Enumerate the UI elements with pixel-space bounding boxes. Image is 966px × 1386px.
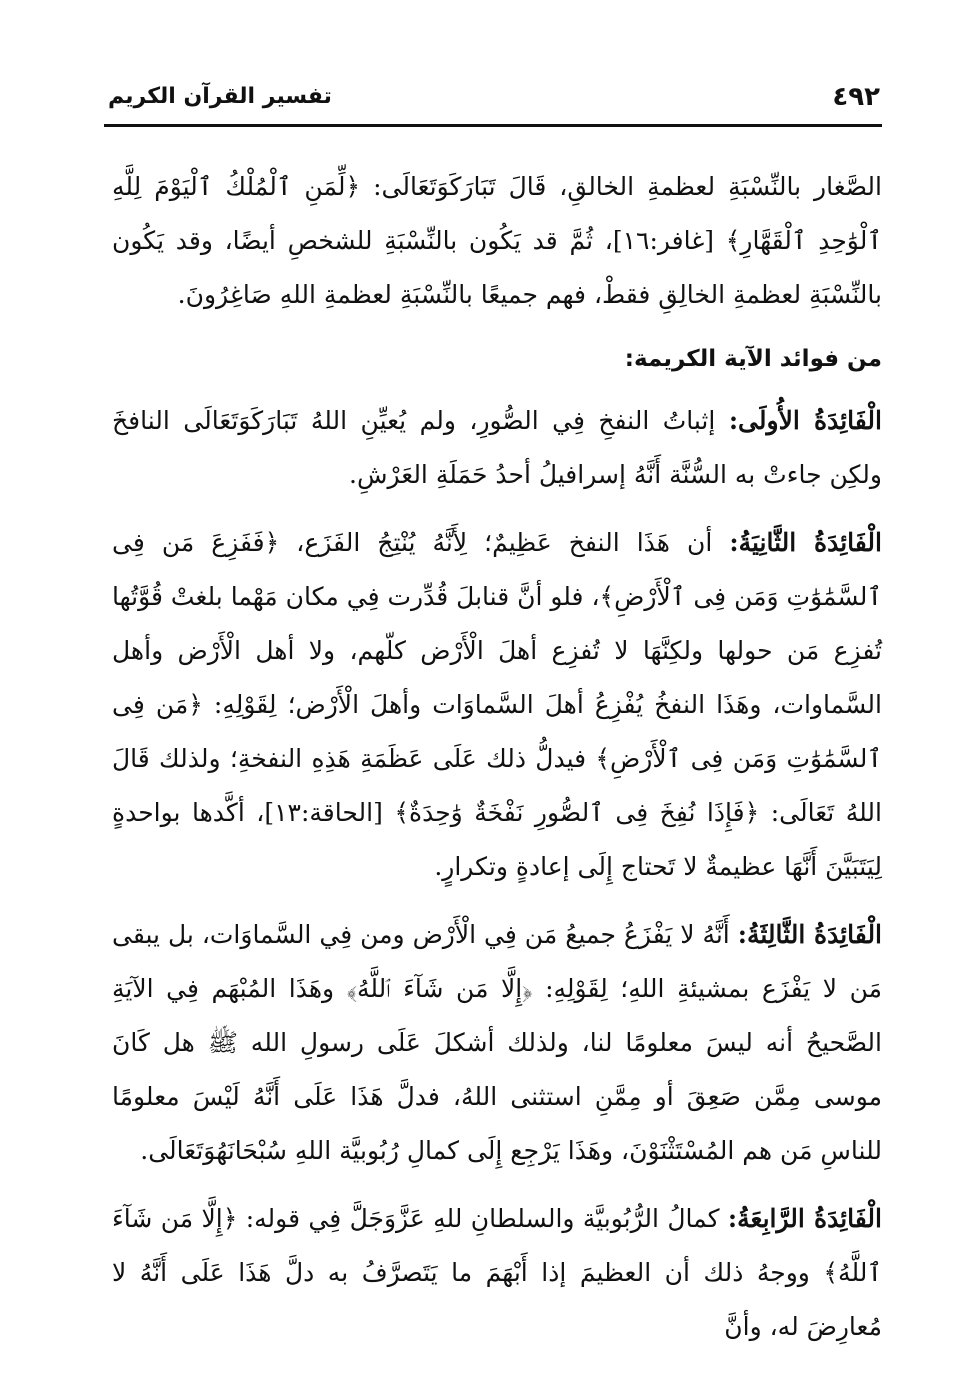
paragraph-intro: الصَّغار بالنِّسْبَةِ لعظمةِ الخالقِ، قَالَ تَبَارَكَوَتَعَالَى: ﴿لِّمَنِ ٱلْمُلْكُ ٱلْيَوْمَ لِلَّهِ ٱلْوَٰحِدِ ٱلْقَهَّارِ﴾ [غافر:١٦]، ثُمَّ قد يَكُون بالنِّسْبَةِ للشخصِ أيضًا، وقد يَكُون بالنِّسْبَةِ لعظمةِ الخالِقِ فقطْ، فهم جميعًا بالنِّسْبَةِ لعظمةِ اللهِ صَاغِرُونَ. — [112, 172, 882, 309]
book-title: تفسير القرآن الكريم — [108, 84, 332, 109]
page-header — [108, 82, 880, 122]
benefit-1-label: الْفَائِدَةُ الأُولَى: — [728, 406, 882, 435]
paragraph-benefit-2 — [112, 516, 882, 894]
paragraph-benefit-1 — [112, 394, 882, 502]
benefit-2-label: الْفَائِدَةُ الثَّانِيَةُ: — [729, 528, 883, 557]
benefit-4-text: كمالُ الرُّبُوبيَّة والسلطانِ للهِ عَزَّوَجَلَّ فِي قوله: ﴿إِلَّا مَن شَآءَ ٱللَّهُ﴾ ووجهُ ذلك أن العظيمَ إذا أَبْهَمَ ما يَتَصرَّفُ به دلَّ هَذَا عَلَى أَنَّهُ لا مُعارِضَ له، وأنَّ — [112, 1204, 882, 1341]
paragraph-benefit-3 — [112, 908, 882, 1178]
benefit-2-text: أن هَذَا النفخ عَظِيمٌ؛ لِأَنَّهُ يُنْتِجُ الفَزَع، ﴿فَفَزِعَ مَن فِى ٱلسَّمَٰوَٰتِ وَمَن فِى ٱلْأَرْضِ﴾، فلو أنَّ قنابلَ قُدِّرت فِي مكان مَهْما بلغتْ قُوَّتُها تُفزِع مَن حولها ولكِنَّهَا لا تُفزِع أهلَ الْأَرْض كلّهم، ولا أهل الْأَرْض وأهل السَّماوات، وهَذَا النفخُ يُفْزِعُ أهلَ السَّماوَات وأهلَ الْأَرْض؛ لِقَوْلِهِ: ﴿مَن فِى ٱلسَّمَٰوَٰتِ وَمَن فِى ٱلْأَرْضِ﴾ فيدلُّ ذلك عَلَى عَظَمَةِ هَذِهِ النفخةِ؛ ولذلك قَالَ اللهُ تَعَالَى: ﴿فَإِذَا نُفِخَ فِى ٱلصُّورِ نَفْخَةٌ وَٰحِدَةٌ﴾ [الحاقة:١٣]، أكَّدها بواحدةٍ لِيَتَبَيَّنَ أَنَّهَا عظيمةٌ لا تَحتاج إِلَى إعادةٍ وتكرارٍ. — [112, 528, 882, 881]
benefit-3-label: الْفَائِدَةُ الثَّالِثَةُ: — [737, 920, 883, 949]
section-heading: من فوائد الآية الكريمة: — [624, 346, 882, 372]
benefit-1-text: إثباتُ النفخِ فِي الصُّورِ، ولم يُعيِّنِ اللهُ تَبَارَكَوَتَعَالَى النافخَ ولكِن جاءتْ به السُّنَّة أَنَّهُ إسرافيلُ أحدُ حَمَلَةِ العَرْشِ. — [112, 406, 882, 489]
paragraph-benefit-4 — [112, 1192, 882, 1354]
header-divider — [104, 124, 882, 127]
benefit-4-label: الْفَائِدَةُ الرَّابِعَةُ: — [727, 1204, 882, 1233]
page-body — [112, 160, 882, 1354]
page-number: ٤٩٢ — [832, 82, 880, 112]
benefit-3-text: أَنَّهُ لا يَفْزَعُ جميعُ مَن فِي الْأَرْض ومن فِي السَّماوَات، بل يبقى مَن لا يَفْزَع بمشيئةِ اللهِ؛ لِقَوْلِهِ: ﴿إِلَّا مَن شَآءَ ٱللَّهُ﴾ وهَذَا المُبْهَم فِي الآيَةِ الصَّحيحُ أنه ليسَ معلومًا لنا، ولذلك أشكلَ عَلَى رسولِ الله ﷺ هل كَانَ موسى مِمَّن صَعِقَ أو مِمَّنِ استثنى اللهُ، فدلَّ هَذَا عَلَى أَنَّهُ لَيْسَ معلومًا للناسِ مَن هم المُسْتَثْنَوْنَ، وهَذَا يَرْجِع إِلَى كمالِ رُبُوبيَّة اللهِ سُبْحَانَهُوَتَعَالَى. — [112, 920, 882, 1165]
